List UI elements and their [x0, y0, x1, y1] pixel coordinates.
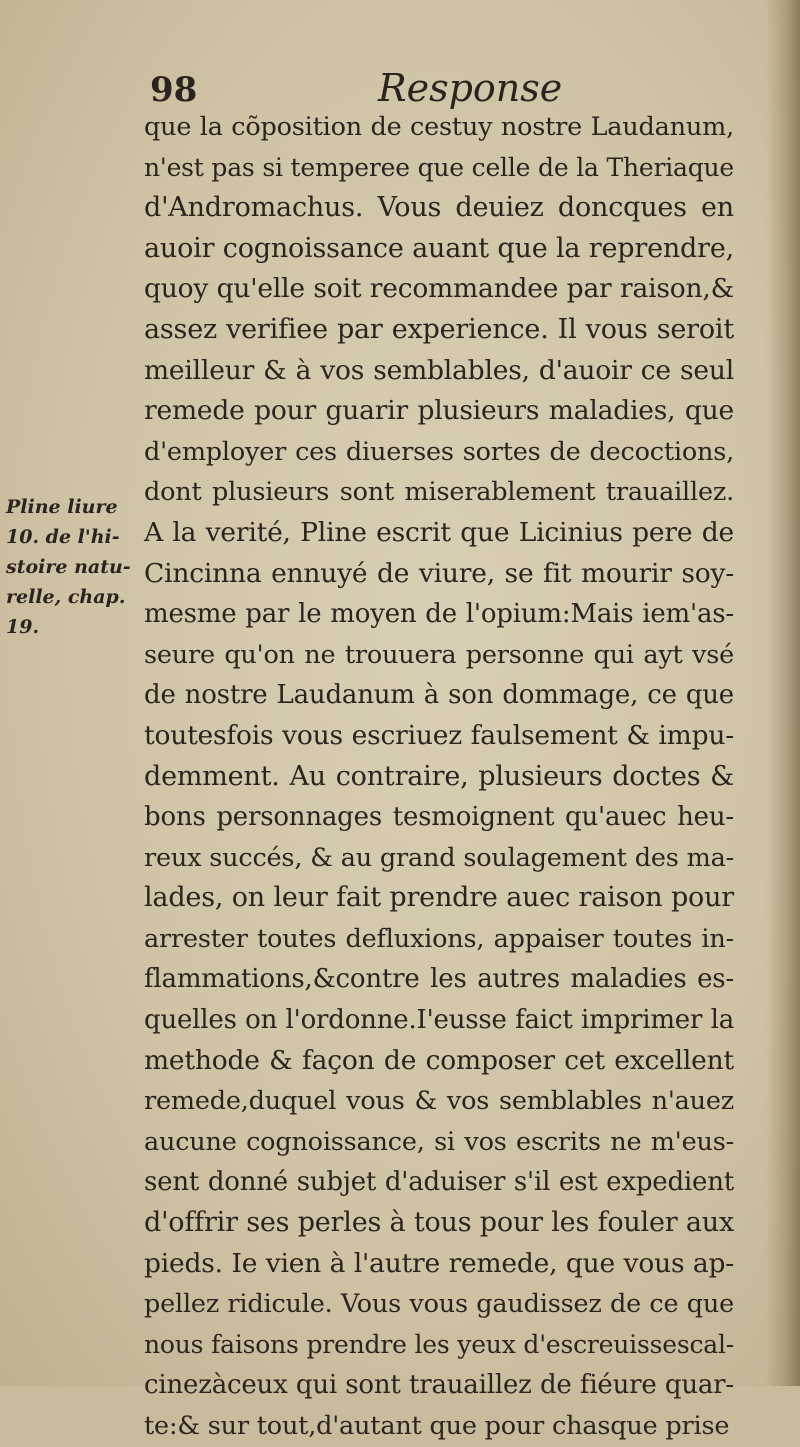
text-line: toutesfois vous escriuez faulsement & impu-: [144, 719, 734, 751]
text-line: auoir cognoissance auant que la reprendre,: [144, 232, 734, 264]
text-line: n'est pas si temperee que celle de la Theriaque: [144, 152, 734, 182]
running-head: Response: [378, 66, 563, 110]
text-line: quelles on l'ordonne.I'eusse faict imprimer la: [144, 1005, 734, 1036]
text-line: remede,duquel vous & vos semblables n'auez: [144, 1086, 734, 1117]
text-line: aucune cognoissance, si vos escrits ne m'eus-: [144, 1126, 734, 1157]
text-line: Cincinna ennuyé de viure, se fit mourir soy-: [144, 557, 734, 589]
body-text: [144, 107, 734, 1447]
text-line: pieds. Ie vien à l'autre remede, que vous ap-: [144, 1247, 734, 1279]
text-line: arrester toutes defluxions, appaiser toutes in-: [144, 923, 734, 954]
text-line: seure qu'on ne trouuera personne qui ayt vsé: [144, 639, 734, 670]
text-line: bons personnages tesmoignent qu'auec heu-: [144, 802, 734, 833]
text-line: methode & façon de composer cet excellent: [144, 1044, 734, 1076]
text-line: remede pour guarir plusieurs maladies, que: [144, 395, 734, 427]
text-line: cinezàceux qui sont trauaillez de fiéure quar-: [144, 1370, 734, 1401]
text-line: quoy qu'elle soit recommandee par raison,&: [144, 273, 734, 305]
text-line: d'offrir ses perles à tous pour les fouler aux: [144, 1207, 734, 1239]
text-line: sent donné subjet d'aduiser s'il est expedient: [144, 1167, 734, 1198]
text-line: d'employer ces diuerses sortes de decoctions,: [144, 436, 734, 467]
margin-note-line: 19.: [6, 616, 40, 638]
margin-note-line: 10. de l'hi-: [6, 526, 120, 548]
text-line: que la cõposition de cestuy nostre Laudanum,: [144, 112, 734, 142]
text-line: meilleur & à vos semblables, d'auoir ce seul: [144, 354, 734, 386]
page-edge-shadow: [766, 0, 800, 1386]
margin-note-line: Pline liure: [6, 496, 118, 518]
text-line: de nostre Laudanum à son dommage, ce que: [144, 680, 734, 711]
text-line: demment. Au contraire, plusieurs doctes &: [144, 760, 734, 792]
text-line: te:& sur tout,d'autant que pour chasque prise: [144, 1411, 730, 1441]
margin-note-line: relle, chap.: [6, 586, 126, 608]
text-line: flammations,&contre les autres maladies es-: [144, 964, 734, 995]
text-line: assez verifiee par experience. Il vous seroit: [144, 313, 734, 345]
text-line: d'Andromachus. Vous deuiez doncques en: [144, 192, 734, 224]
text-line: nous faisons prendre les yeux d'escreuissescal-: [144, 1329, 734, 1359]
margin-note: [6, 492, 146, 642]
text-line: reux succés, & au grand soulagement des ma-: [144, 842, 734, 873]
margin-note-line: stoire natu-: [6, 556, 131, 578]
text-line: mesme par le moyen de l'opium:Mais iem'as-: [144, 599, 734, 630]
text-line: pellez ridicule. Vous vous gaudissez de ce que: [144, 1289, 734, 1320]
text-line: A la verité, Pline escrit que Licinius pere de: [144, 516, 734, 548]
text-line: dont plusieurs sont miserablement trauaillez.: [144, 477, 734, 508]
page-number: 98: [150, 70, 198, 110]
text-line: lades, on leur fait prendre auec raison pour: [144, 882, 734, 914]
